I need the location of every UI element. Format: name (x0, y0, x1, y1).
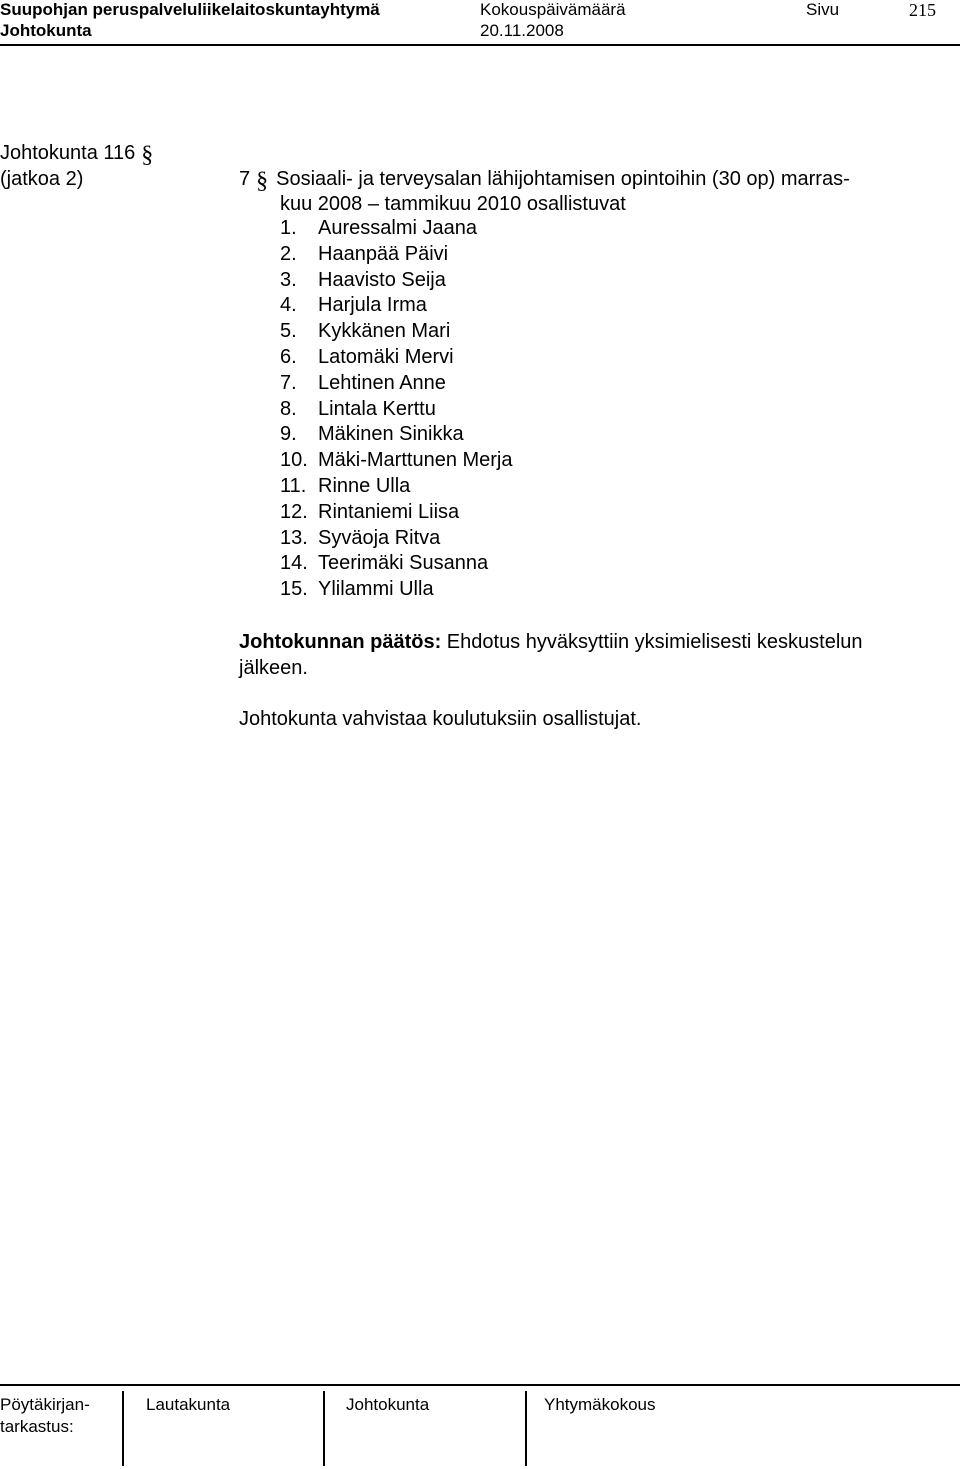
participant-list (280, 216, 513, 603)
decision-line1 (239, 629, 863, 655)
section-symbol: § (141, 142, 154, 168)
item-title-line2: kuu 2008 – tammikuu 2010 osallistuvat (280, 193, 626, 215)
participant-number: 5. (280, 320, 297, 343)
participant-item (280, 319, 513, 345)
participant-name: Haavisto Seija (318, 268, 446, 291)
participant-item (280, 474, 513, 500)
participant-number: 14. (280, 552, 308, 575)
footer-col-yhtymakokous: Yhtymäkokous (544, 1395, 656, 1414)
participant-name: Auressalmi Jaana (318, 217, 477, 239)
participant-number: 9. (280, 423, 297, 446)
participant-item (280, 551, 513, 577)
participant-name: Rinne Ulla (318, 474, 411, 497)
participant-name: Mäki-Marttunen Merja (318, 449, 513, 472)
review-label-line1: Pöytäkirjan- (0, 1395, 90, 1414)
organization-name: Suupohjan peruspalveluliikelaitoskuntayhtymä (0, 0, 380, 19)
participant-name: Ylilammi Ulla (318, 578, 434, 601)
participant-item (280, 500, 513, 526)
participant-number: 2. (280, 242, 297, 265)
meeting-date-label: Kokouspäivämäärä (480, 0, 626, 19)
participant-name: Rintaniemi Liisa (318, 500, 460, 523)
participant-item (280, 577, 513, 603)
participant-number: 11. (280, 474, 307, 497)
participant-item (280, 345, 513, 371)
participant-number: 15. (280, 578, 308, 601)
participant-name: Harjula Irma (318, 294, 427, 317)
body-name: Johtokunta (0, 21, 92, 40)
participant-name: Teerimäki Susanna (318, 552, 489, 575)
participant-name: Lehtinen Anne (318, 371, 446, 394)
footer-divider-3 (525, 1391, 527, 1466)
decision-text-line1: Ehdotus hyväksyttiin yksimielisesti keskustelun (446, 631, 863, 653)
review-label-line2: tarkastus: (0, 1417, 74, 1436)
participant-number: 12. (280, 500, 308, 523)
continuation-note: (jatkoa 2) (0, 168, 84, 190)
decision-label: Johtokunnan päätös: (239, 631, 442, 653)
participant-item (280, 371, 513, 397)
participant-name: Haanpää Päivi (318, 242, 449, 265)
participant-item (280, 268, 513, 294)
participant-number: 3. (280, 268, 297, 291)
item-section-symbol: § (256, 168, 269, 194)
participant-item (280, 216, 513, 242)
participant-number: 7. (280, 371, 297, 394)
footer-divider-2 (323, 1391, 325, 1466)
participant-name: Latomäki Mervi (318, 345, 454, 368)
participant-number: 1. (280, 217, 297, 239)
participant-name: Lintala Kerttu (318, 397, 436, 420)
decision-text-line2: jälkeen. (239, 657, 308, 679)
section-body-ref: Johtokunta 116 (0, 142, 136, 164)
item-title-line1: Sosiaali- ja terveysalan lähijohtamisen opintoihin (30 op) marras- (276, 168, 850, 190)
footer-col-johtokunta: Johtokunta (346, 1395, 430, 1414)
item-number: 7 (239, 168, 251, 190)
participant-name: Mäkinen Sinikka (318, 423, 464, 446)
decision-confirmation: Johtokunta vahvistaa koulutuksiin osallistujat. (239, 708, 642, 730)
participant-number: 8. (280, 397, 297, 420)
section-reference (0, 140, 153, 166)
participant-item (280, 293, 513, 319)
footer-rule (0, 1384, 960, 1386)
participant-name: Syväoja Ritva (318, 526, 441, 549)
footer-col-lautakunta: Lautakunta (146, 1395, 231, 1414)
participant-item (280, 397, 513, 423)
meeting-date: 20.11.2008 (480, 21, 564, 40)
participant-item (280, 526, 513, 552)
item-heading (239, 166, 850, 192)
participant-number: 10. (280, 449, 308, 472)
footer-divider-1 (122, 1391, 124, 1466)
participant-item (280, 448, 513, 474)
participant-item (280, 422, 513, 448)
participant-number: 13. (280, 526, 308, 549)
participant-name: Kykkänen Mari (318, 320, 451, 343)
participant-number: 6. (280, 345, 297, 368)
participant-item (280, 242, 513, 268)
page-number: 215 (909, 0, 936, 20)
header-rule (0, 44, 960, 46)
participant-number: 4. (280, 294, 297, 317)
page-label: Sivu (806, 0, 840, 19)
